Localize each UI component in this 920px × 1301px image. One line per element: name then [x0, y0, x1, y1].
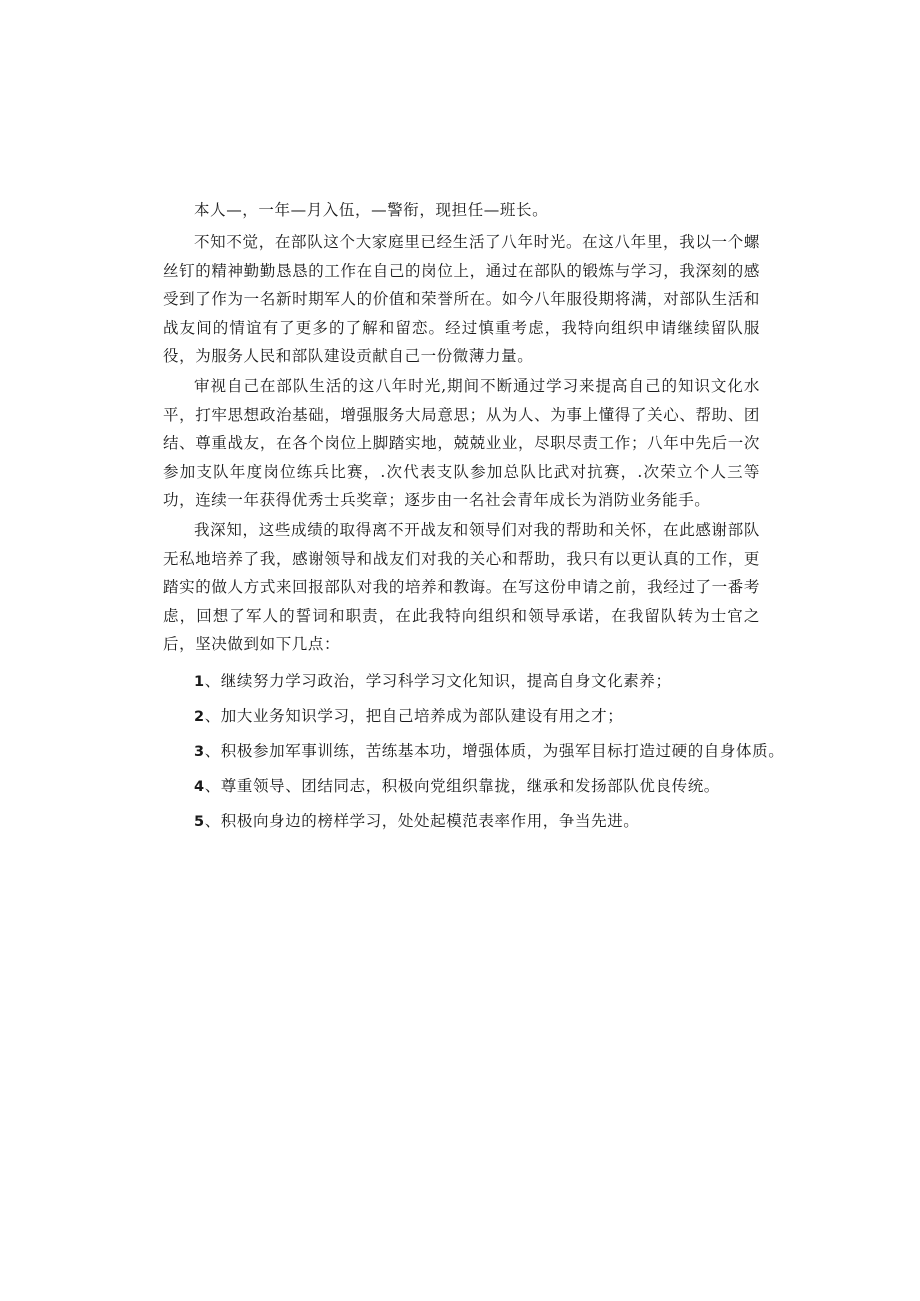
list-item-text: 、加大业务知识学习，把自己培养成为部队建设有用之才；	[204, 706, 624, 725]
list-item	[163, 737, 785, 766]
list-item-text: 、尊重领导、团结同志，积极向党组织靠拢，继承和发扬部队优良传统。	[204, 777, 720, 796]
gratitude-paragraph: 我深知，这些成绩的取得离不开战友和领导们对我的帮助和关怀，在此感谢部队无私地培养了我，感谢领导和战友们对我的关心和帮助，我只有以更认真的工作，更踏实的做人方式来回报部队对我的培养和教诲。在写这份申请之前，我经过了一番考虑，回想了军人的誓词和职责，在此我特向组织和领导承诺，在我留队转为士官之后，坚决做到如下几点：	[163, 521, 760, 654]
service-paragraph: 不知不觉，在部队这个大家庭里已经生活了八年时光。在这八年里，我以一个螺丝钉的精神勤勤恳恳的工作在自己的岗位上，通过在部队的锻炼与学习，我深刻的感受到了作为一名新时期军人的价值和荣誉所在。如今八年服役期将满，对部队生活和战友间的情谊有了更多的了解和留恋。经过慎重考虑，我特向组织申请继续留队服役，为服务人民和部队建设贡献自己一份微薄力量。	[163, 233, 760, 366]
intro-paragraph: 本人—，一年—月入伍，—警衔，现担任—班长。	[194, 201, 549, 219]
list-item-text: 、继续努力学习政治，学习科学习文化知识，提高自身文化素养；	[204, 671, 672, 690]
commitment-list	[163, 667, 785, 837]
document-body	[163, 196, 785, 842]
review-paragraph: 审视自己在部队生活的这八年时光,期间不断通过学习来提高自己的知识文化水平，打牢思想政治基础，增强服务大局意思；从为人、为事上懂得了关心、帮助、团结、尊重战友，在各个岗位上脚踏实地，兢兢业业，尽职尽责工作；八年中先后一次参加支队年度岗位练兵比赛，.次代表支队参加总队比武对抗赛，.次荣立个人三等功，连续一年获得优秀士兵奖章；逐步由一名社会青年成长为消防业务能手。	[163, 377, 760, 510]
list-item-text: 、积极向身边的榜样学习，处处起模范表率作用，争当先进。	[204, 812, 640, 831]
list-item-number: 1	[194, 673, 205, 690]
list-item-number: 3	[194, 743, 205, 760]
list-item	[163, 702, 760, 731]
list-item-number: 4	[194, 779, 205, 796]
list-item-text: 、积极参加军事训练，苦练基本功，增强体质，为强军目标打造过硬的自身体质。	[204, 741, 785, 760]
list-item-number: 5	[194, 814, 205, 831]
list-item	[163, 667, 760, 696]
list-item-number: 2	[194, 708, 205, 725]
list-item	[163, 772, 760, 801]
list-item	[163, 807, 760, 836]
